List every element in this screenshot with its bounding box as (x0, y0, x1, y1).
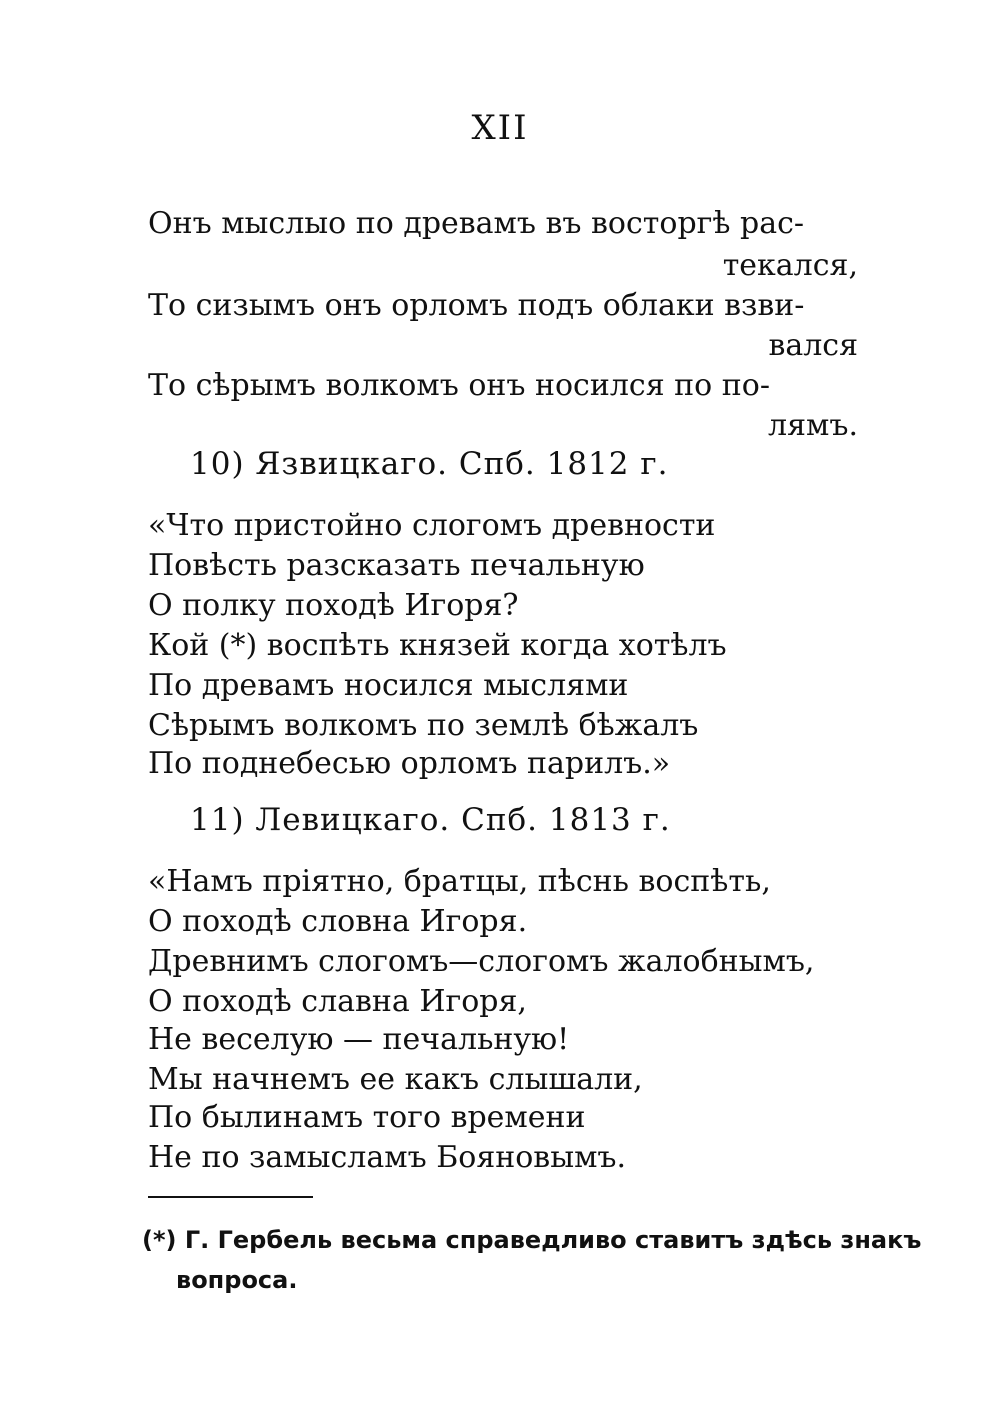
verse-line: «Что пристойно слогомъ древности (148, 508, 716, 543)
verse-line: О походѣ славна Игоря, (148, 984, 527, 1019)
verse-line: То сѣрымъ волкомъ онъ носился по по- (148, 368, 770, 403)
verse-line: вался (768, 328, 858, 363)
verse-line: «Намъ пріятно, братцы, пѣснь воспѣть, (148, 864, 771, 899)
footnote-line: (*) Г. Гербель весьма справедливо ставитъ здѣсь знакъ (142, 1226, 922, 1254)
verse-line: О походѣ словна Игоря. (148, 904, 528, 939)
verse-line: По поднебесью орломъ парилъ.» (148, 746, 671, 781)
verse-line: По древамъ носился мыслями (148, 668, 629, 703)
verse-line: Онъ мыслыо по древамъ въ восторгѣ рас- (148, 206, 805, 241)
page-number: XII (471, 108, 529, 148)
footnote-line: вопроса. (176, 1266, 298, 1294)
footnote-rule (148, 1196, 313, 1198)
verse-line: Мы начнемъ ее какъ слышали, (148, 1062, 643, 1097)
verse-line: Повѣсть разсказать печальную (148, 548, 645, 583)
verse-line: лямъ. (768, 408, 858, 443)
verse-line: То сизымъ онъ орломъ подъ облаки взви- (148, 288, 805, 323)
verse-line: По былинамъ того времени (148, 1100, 586, 1135)
verse-line: текался, (722, 248, 858, 283)
section-heading: 10) Язвицкаго. Спб. 1812 г. (190, 446, 669, 482)
verse-line: Не по замысламъ Бояновымъ. (148, 1140, 627, 1175)
section-heading: 11) Левицкаго. Спб. 1813 г. (190, 802, 671, 838)
verse-line: Не веселую — печальную! (148, 1022, 570, 1057)
verse-line: Сѣрымъ волкомъ по землѣ бѣжалъ (148, 708, 699, 743)
verse-line: Древнимъ слогомъ—слогомъ жалобнымъ, (148, 944, 815, 979)
verse-line: О полку походѣ Игоря? (148, 588, 519, 623)
verse-line: Кой (*) воспѣть князей когда хотѣлъ (148, 628, 727, 663)
